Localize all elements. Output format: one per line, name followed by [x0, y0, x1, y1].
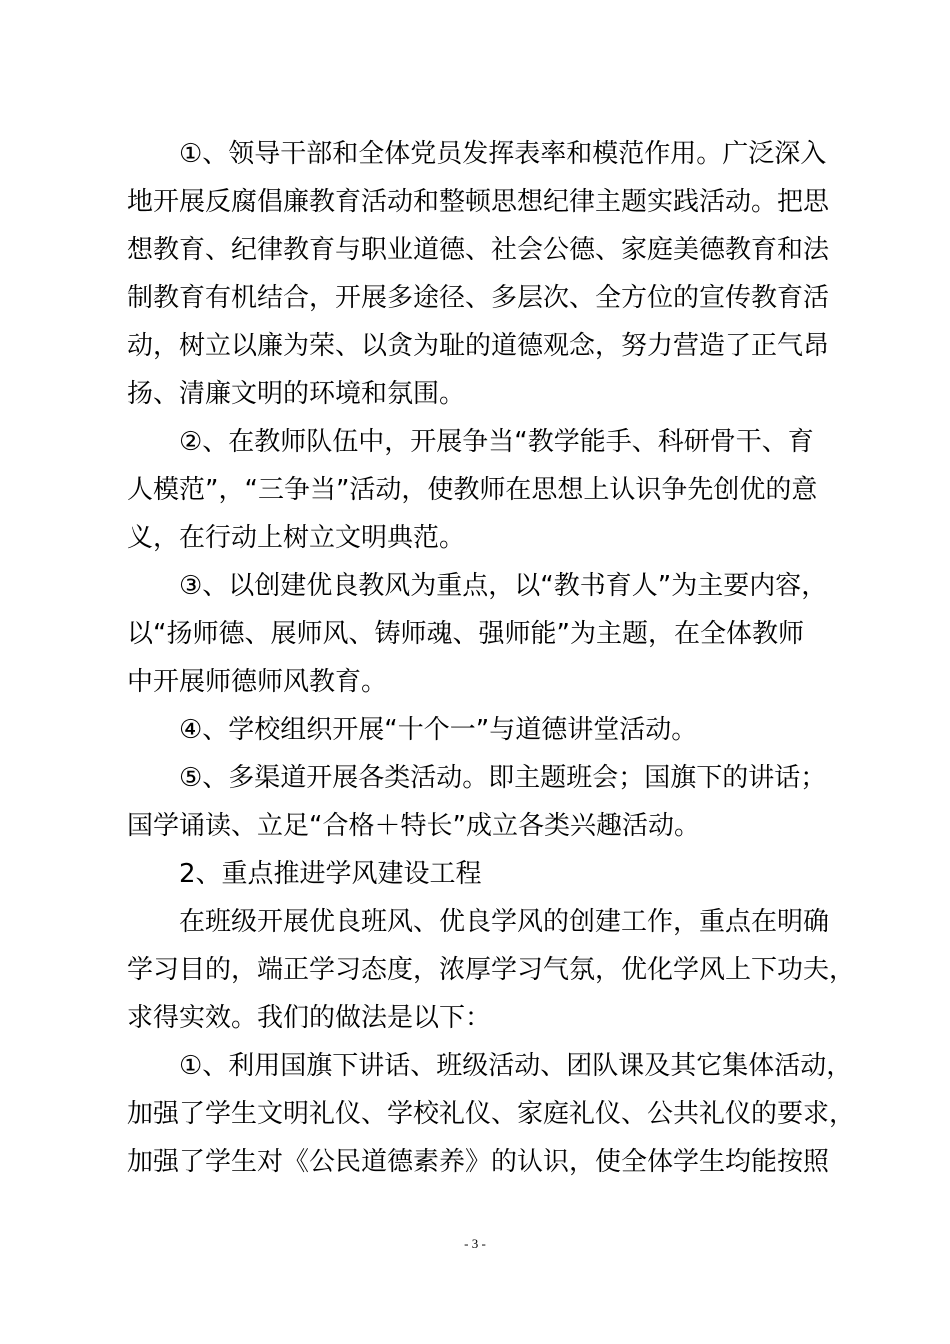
text-line: ④、学校组织开展“十个一”与道德讲堂活动。	[127, 715, 698, 745]
text-line: 扬、清廉文明的环境和氛围。	[127, 379, 466, 409]
text-line: 在班级开展优良班风、优良学风的创建工作，重点在明确	[127, 907, 830, 937]
text-line: 学习目的，端正学习态度，浓厚学习气氛，优化学风上下功夫，	[127, 955, 856, 985]
text-line: 制教育有机结合，开展多途径、多层次、全方位的宣传教育活	[127, 283, 830, 313]
text-line: 国学诵读、立足“合格＋特长”成立各类兴趣活动。	[127, 811, 700, 841]
text-line: ①、利用国旗下讲话、班级活动、团队课及其它集体活动，	[127, 1051, 853, 1081]
text-line: 加强了学生对《公民道德素养》的认识，使全体学生均能按照	[127, 1147, 830, 1177]
text-line: 以“扬师德、展师风、铸师魂、强师能”为主题，在全体教师	[127, 619, 804, 649]
page-number: - 3 -	[464, 1236, 486, 1251]
text-line: ③、以创建优良教风为重点，以“教书育人”为主要内容，	[127, 571, 828, 601]
text-line: ⑤、多渠道开展各类活动。即主题班会；国旗下的讲话；	[127, 763, 827, 793]
section-heading: 2、重点推进学风建设工程	[127, 859, 482, 889]
text-line: 人模范”，“三争当”活动，使教师在思想上认识争先创优的意	[127, 475, 818, 505]
text-line: 义，在行动上树立文明典范。	[127, 523, 466, 553]
text-line: 想教育、纪律教育与职业道德、社会公德、家庭美德教育和法	[127, 235, 830, 265]
text-line: 动，树立以廉为荣、以贪为耻的道德观念，努力营造了正气昂	[127, 331, 830, 361]
text-line: ①、领导干部和全体党员发挥表率和模范作用。广泛深入	[127, 139, 827, 169]
text-line: 求得实效。我们的做法是以下：	[127, 1003, 492, 1033]
text-line: 地开展反腐倡廉教育活动和整顿思想纪律主题实践活动。把思	[127, 187, 830, 217]
text-line: 加强了学生文明礼仪、学校礼仪、家庭礼仪、公共礼仪的要求，	[127, 1099, 856, 1129]
text-line: 中开展师德师风教育。	[127, 667, 388, 697]
text-line: ②、在教师队伍中，开展争当“教学能手、科研骨干、育	[127, 427, 814, 457]
